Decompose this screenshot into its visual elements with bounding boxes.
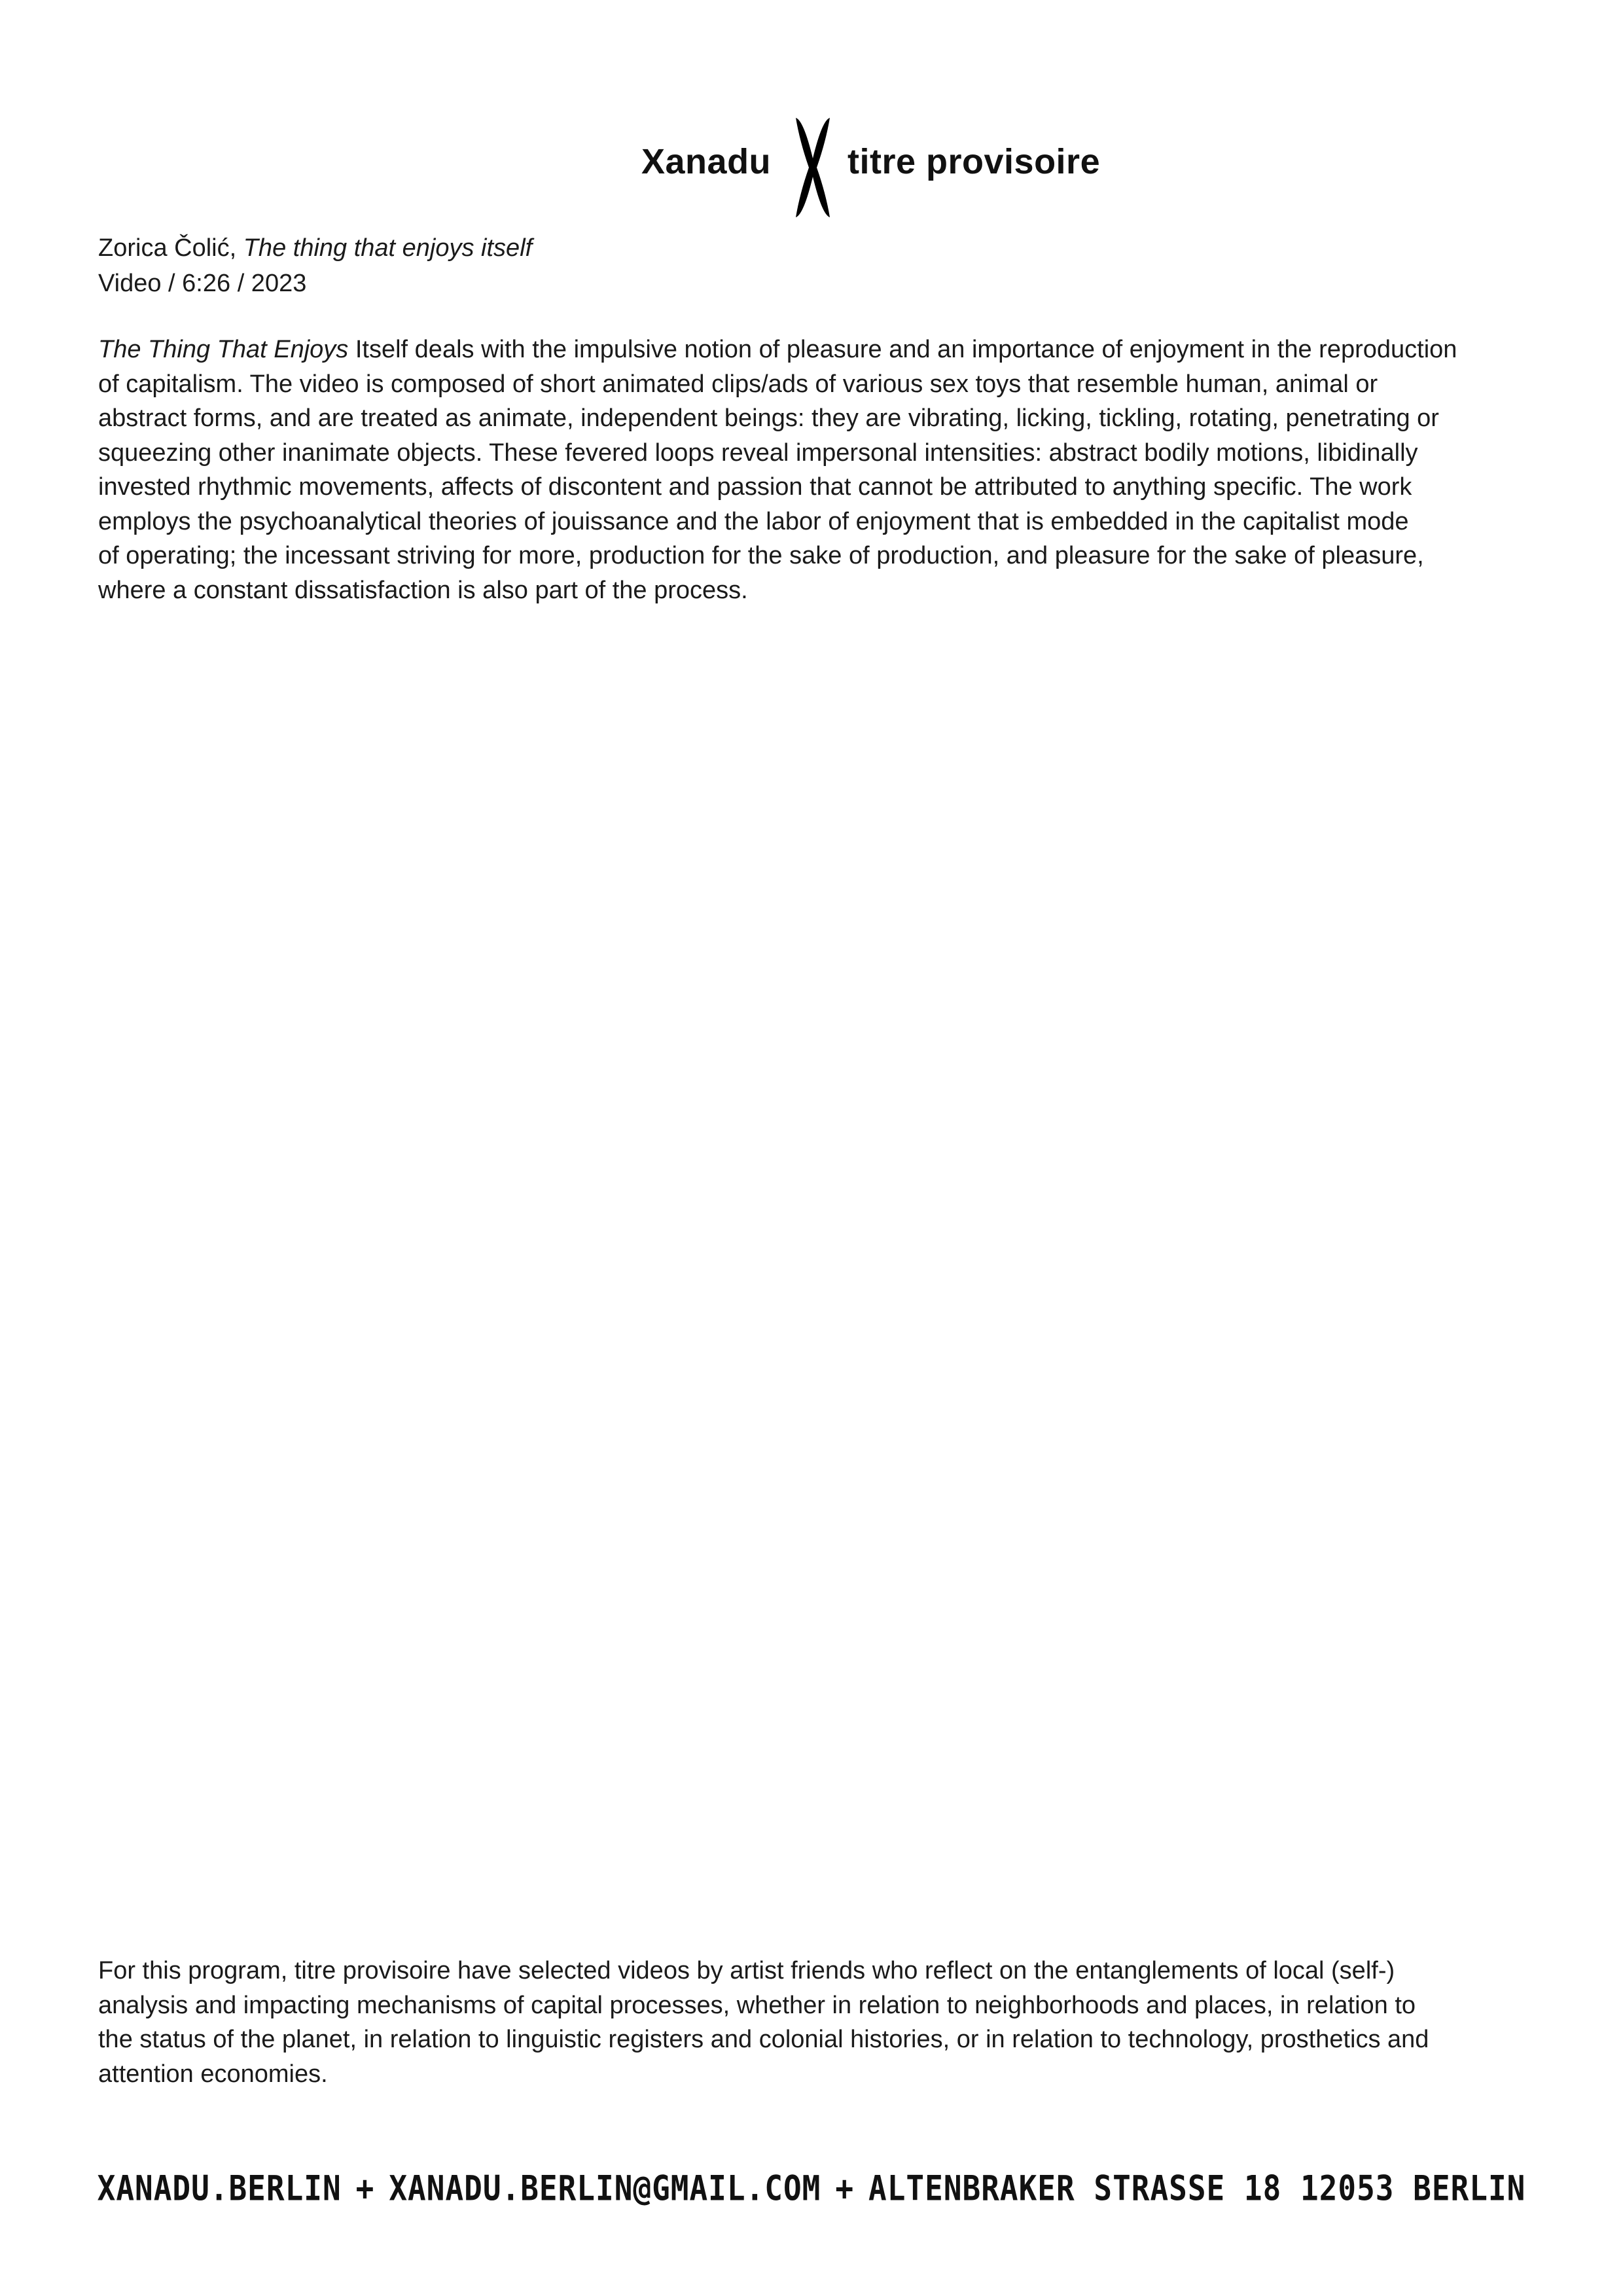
program-note [98,1954,1538,2091]
page-footer [0,2168,1623,2208]
header-titre-provisoire: titre provisoire [847,142,1101,181]
description-lead-title: The Thing That Enjoys [98,336,349,363]
footer-website: XANADU.BERLIN [97,2167,342,2209]
work-details: Video / 6:26 / 2023 [98,270,307,297]
footer-address: ALTENBRAKER STRASSE 18 12053 BERLIN [868,2167,1526,2209]
description-line: abstract forms, and are treated as animate, independent beings: they are vibrating, licking, tickling, rotating, penetrating or [98,404,1439,432]
work-title: The thing that enjoys itself [243,234,533,262]
description-line: squeezing other inanimate objects. These fevered loops reveal impersonal intensities: abstract bodily motions, libidinally [98,439,1418,467]
footer-separator: + [835,2167,855,2209]
header-xanadu: Xanadu [641,142,772,181]
work-credit [98,230,532,301]
program-line: For this program, titre provisoire have selected videos by artist friends who reflect on the entanglements of local (self-) [98,1957,1395,1984]
footer-separator: + [355,2167,375,2209]
page-header [0,115,1623,220]
description-line: where a constant dissatisfaction is also part of the process. [98,576,748,604]
program-line: attention economies. [98,2060,328,2088]
description-line: employs the psychoanalytical theories of jouissance and the labor of enjoyment that is embedded in the capitalist mode [98,507,1409,535]
work-description [98,332,1538,607]
footer-email: XANADU.BERLIN@GMAIL.COM [389,2167,821,2209]
program-line: analysis and impacting mechanisms of capital processes, whether in relation to neighborhoods and places, in relation to [98,1991,1416,2019]
program-line: the status of the planet, in relation to linguistic registers and colonial histories, or in relation to technology, prosthetics and [98,2026,1429,2053]
description-line: invested rhythmic movements, affects of discontent and passion that cannot be attributed to anything specific. The work [98,473,1412,501]
description-line: The Thing That Enjoys Itself deals with the impulsive notion of pleasure and an importance of enjoyment in the reproduction [98,336,1457,363]
credit-artist-title [98,230,532,266]
x-mark-icon [792,115,834,220]
description-line: of operating; the incessant striving for more, production for the sake of production, and pleasure for the sake of pleasure, [98,542,1424,569]
description-line: of capitalism. The video is composed of short animated clips/ads of various sex toys that resemble human, animal or [98,370,1378,398]
artist-name: Zorica Čolić, [98,234,243,262]
